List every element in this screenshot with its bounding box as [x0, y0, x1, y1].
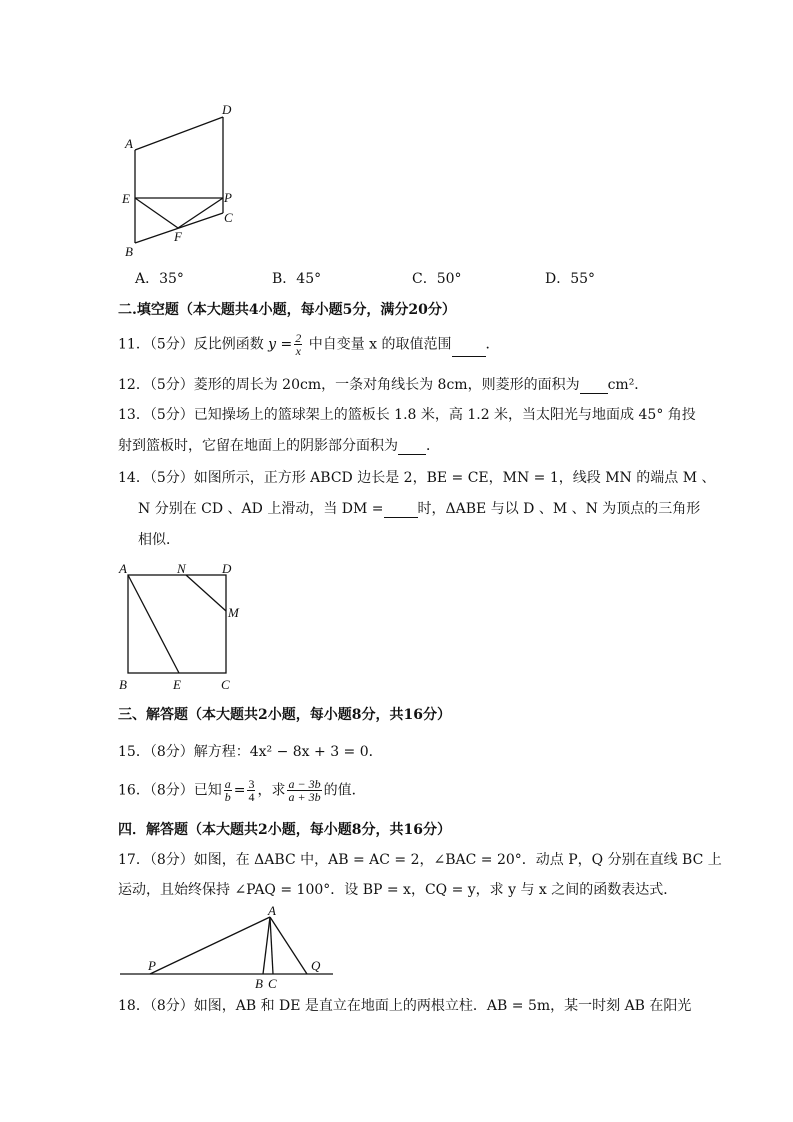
answer-blank — [452, 342, 486, 357]
figure-square — [110, 558, 250, 693]
option-d: D．55° — [545, 271, 596, 287]
question-17-line1: 17．（8分）如图，在 ΔABC 中，AB = AC = 2，∠BAC = 20°．动点 P，Q 分别在直线 BC 上 — [118, 852, 722, 868]
question-11: 11．（5分）反比例函数 y = $\frac{2}{x}$ 中自变量 x 的取值范围 ． — [118, 331, 500, 358]
question-13-line1: 13．（5分）已知操场上的篮球架上的篮板长 1.8 米，高 1.2 米，当太阳光与地面成 45° 角投 — [118, 407, 696, 423]
square-abcd — [128, 575, 226, 673]
question-13-line2: 射到篮板时，它留在地面上的阴影部分面积为 ． — [118, 438, 440, 454]
figure-triangle — [115, 902, 340, 992]
label-e: E — [122, 191, 130, 206]
segment-ad — [135, 117, 223, 150]
figure-parallelogram — [110, 95, 250, 265]
segment-ap — [150, 917, 270, 974]
section-title: 二.填空题（本大题共4小题，每小题5分，满分20分） — [118, 302, 456, 318]
option-c: C．50° — [412, 271, 462, 287]
segment-ae — [128, 575, 179, 673]
question-14-line2: N 分别在 CD 、AD 上滑动，当 DM = 时，ΔABE 与以 D 、M 、N 为顶点的三角形 — [138, 501, 701, 517]
segment-ac — [270, 917, 273, 974]
label-b: B — [119, 677, 127, 692]
label-p: P — [148, 958, 156, 973]
segment-ef — [135, 198, 178, 228]
option-b: B．45° — [272, 271, 322, 287]
segment-pf — [178, 198, 223, 228]
option-a: A．35° — [135, 271, 184, 287]
section-title: 四．解答题（本大题共2小题，每小题8分，共16分） — [118, 822, 451, 838]
question-17-line2: 运动，且始终保持 ∠PAQ = 100°．设 BP = x，CQ = y，求 y 与 x 之间的函数表达式． — [118, 882, 678, 898]
label-d: D — [222, 561, 232, 576]
label-c: C — [221, 677, 230, 692]
question-12: 12．（5分）菱形的周长为 20cm，一条对角线长为 8cm，则菱形的面积为 cm²． — [118, 377, 649, 393]
label-a: A — [125, 136, 133, 151]
label-b: B — [255, 976, 263, 991]
segment-ab — [263, 917, 270, 974]
label-a: A — [268, 903, 276, 918]
label-e: E — [173, 677, 181, 692]
label-c: C — [224, 210, 233, 225]
question-14-line3: 相似． — [138, 532, 180, 548]
answer-blank — [384, 503, 418, 518]
label-p: P — [224, 190, 232, 205]
label-a: A — [119, 561, 127, 576]
question-18: 18．（8分）如图，AB 和 DE 是直立在地面上的两根立柱．AB = 5m，某一时刻 AB 在阳光 — [118, 998, 692, 1014]
question-14-line1: 14．（5分）如图所示，正方形 ABCD 边长是 2，BE = CE，MN = 1，线段 MN 的端点 M 、 — [118, 470, 716, 486]
segment-aq — [270, 917, 307, 974]
question-16: 16．（8分）已知 $\frac{a}{b}$ = $\frac{3}{4}$ ，求 $\frac{a - 3b}{a + 3b}$ 的值． — [118, 777, 366, 804]
question-15: 15．（8分）解方程：4x² − 8x + 3 = 0． — [118, 744, 383, 760]
label-m: M — [228, 605, 239, 620]
label-b: B — [125, 244, 133, 259]
label-q: Q — [311, 958, 321, 973]
answer-blank — [398, 440, 426, 455]
answer-blank — [580, 379, 608, 394]
label-n: N — [177, 561, 186, 576]
label-d: D — [222, 102, 232, 117]
label-f: F — [174, 229, 182, 244]
segment-nm — [186, 575, 226, 611]
section-title: 三、解答题（本大题共2小题，每小题8分，共16分） — [118, 707, 451, 723]
label-c: C — [268, 976, 277, 991]
